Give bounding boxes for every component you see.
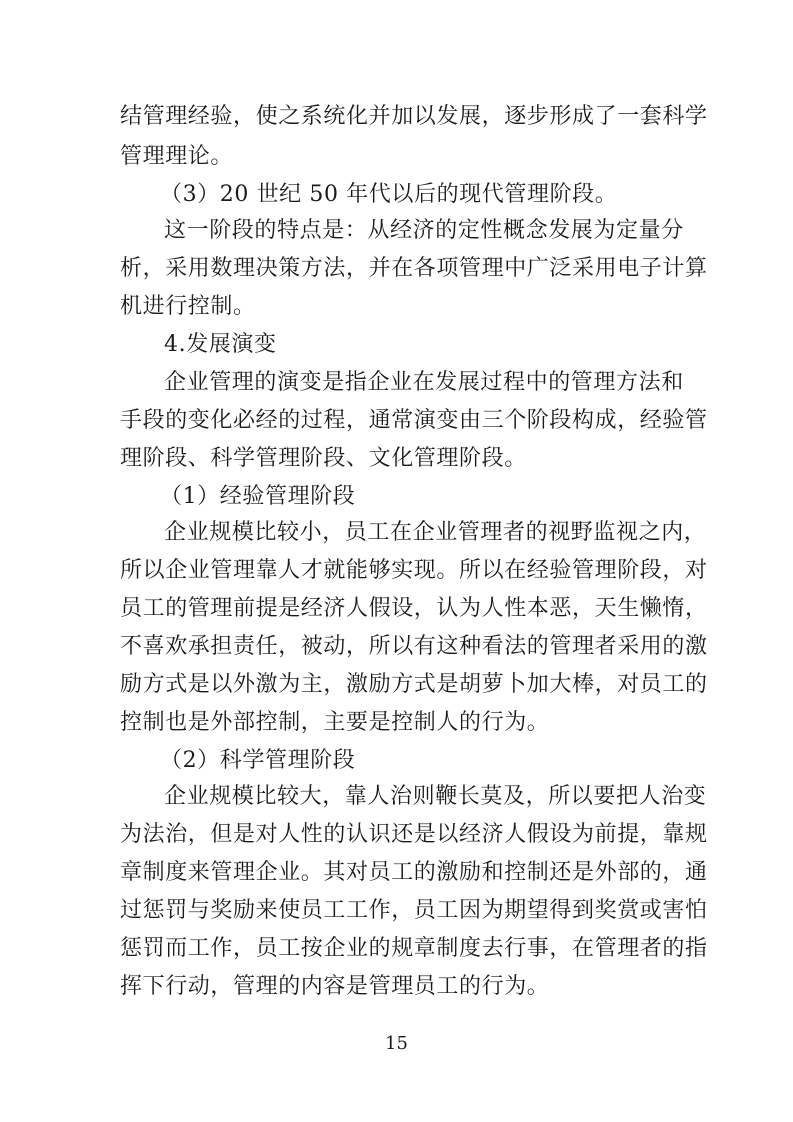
- body-text-line: 析，采用数理决策方法，并在各项管理中广泛采用电子计算: [120, 256, 708, 281]
- body-text-line: 过惩罚与奖励来使员工工作，员工因为期望得到奖赏或害怕: [120, 898, 708, 923]
- body-text-line: 企业规模比较小，员工在企业管理者的视野监视之内，: [164, 520, 707, 545]
- body-text-line: 企业规模比较大，靠人治则鞭长莫及，所以要把人治变: [164, 784, 707, 809]
- section-heading: 4.发展演变: [164, 332, 277, 357]
- body-text-line: 员工的管理前提是经济人假设，认为人性本恶，天生懒惰，: [120, 596, 708, 621]
- body-text-line: 管理理论。: [120, 144, 234, 169]
- body-text-line: 企业管理的演变是指企业在发展过程中的管理方法和: [164, 370, 684, 395]
- body-text-line: 这一阶段的特点是：从经济的定性概念发展为定量分: [164, 218, 684, 243]
- body-text-line: 手段的变化必经的过程，通常演变由三个阶段构成，经验管: [120, 408, 708, 433]
- body-text-line: 理阶段、科学管理阶段、文化管理阶段。: [120, 446, 527, 471]
- body-text-line: 惩罚而工作，员工按企业的规章制度去行事，在管理者的指: [120, 936, 708, 961]
- body-text-line: 结管理经验，使之系统化并加以发展，逐步形成了一套科学: [120, 104, 708, 129]
- body-text-line: 所以企业管理靠人才就能够实现。所以在经验管理阶段，对: [120, 558, 708, 583]
- body-text-line: 机进行控制。: [120, 294, 256, 319]
- subsection-heading: （2）科学管理阶段: [160, 748, 356, 773]
- subsection-heading: （1）经验管理阶段: [160, 484, 356, 509]
- body-text-line: 励方式是以外激为主，激励方式是胡萝卜加大棒，对员工的: [120, 672, 708, 697]
- body-text-line: 不喜欢承担责任，被动，所以有这种看法的管理者采用的激: [120, 634, 708, 659]
- body-text-line: 挥下行动，管理的内容是管理员工的行为。: [120, 974, 550, 999]
- body-text-line: 为法治，但是对人性的认识还是以经济人假设为前提，靠规: [120, 822, 708, 847]
- body-text-line: 控制也是外部控制，主要是控制人的行为。: [120, 710, 550, 735]
- page-number: 15: [385, 1033, 408, 1054]
- body-text-line: 章制度来管理企业。其对员工的激励和控制还是外部的，通: [120, 860, 708, 885]
- subsection-heading: （3）20 世纪 50 年代以后的现代管理阶段。: [160, 182, 618, 207]
